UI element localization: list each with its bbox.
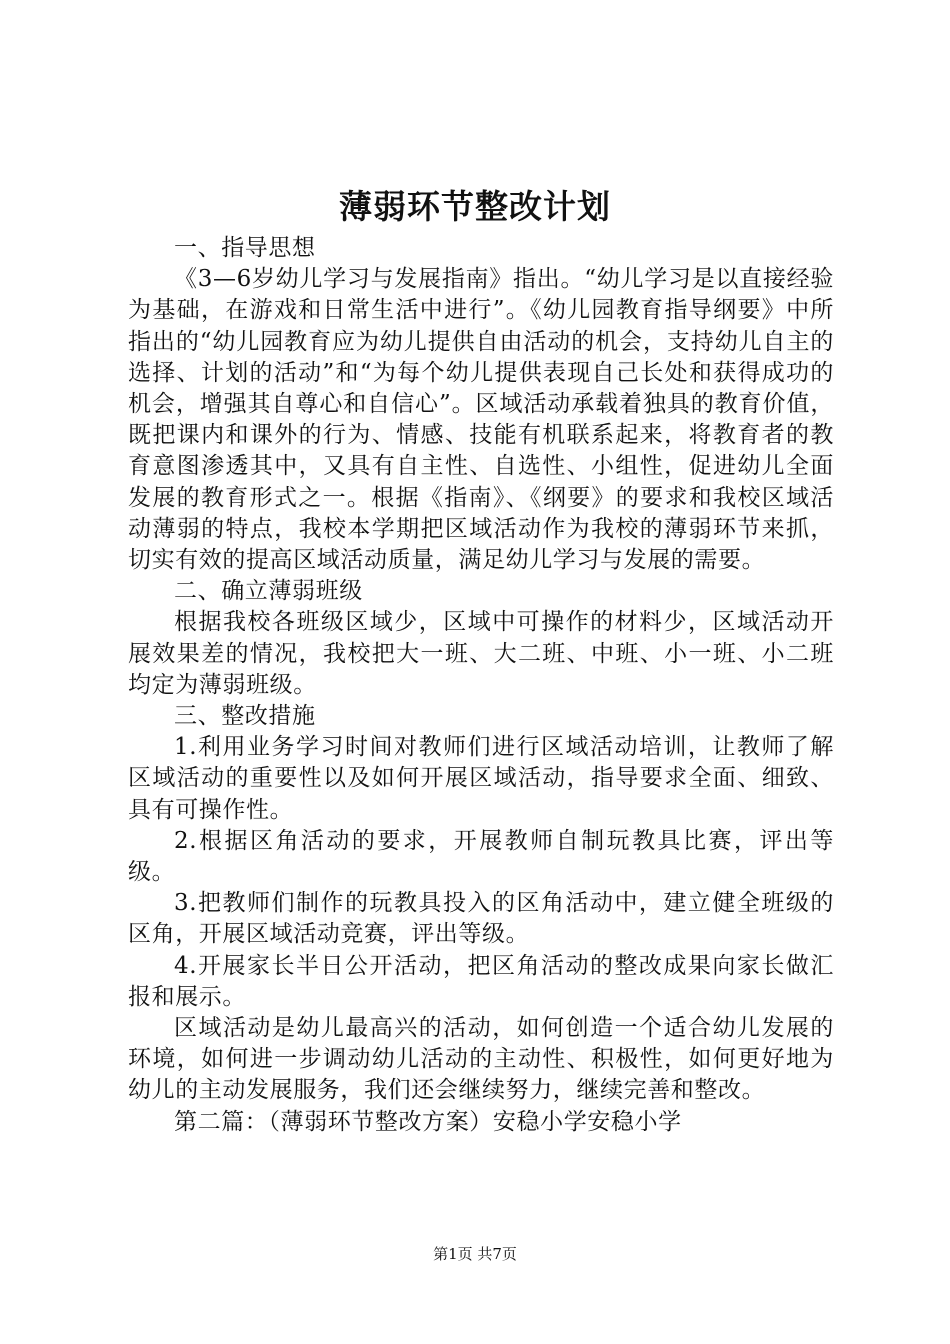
document-title: 薄弱环节整改计划 bbox=[339, 187, 611, 226]
section-heading-second-part: 第二篇：（薄弱环节整改方案）安稳小学安稳小学 bbox=[174, 1108, 682, 1135]
measure-item-3: 3.把教师们制作的玩教具投入的区角活动中，建立健全班级的区角，开展区域活动竞赛，评出等级。 bbox=[128, 890, 834, 948]
section-heading-measures: 三、整改措施 bbox=[174, 703, 316, 730]
measure-item-1: 1.利用业务学习时间对教师们进行区域活动培训，让教师了解区域活动的重要性以及如何开展区域活动，指导要求全面、细致、具有可操作性。 bbox=[128, 734, 834, 823]
paragraph-weak-classes: 根据我校各班级区域少，区域中可操作的材料少，区域活动开展效果差的情况，我校把大一班、大二班、中班、小一班、小二班均定为薄弱班级。 bbox=[128, 609, 834, 698]
measure-item-2: 2.根据区角活动的要求，开展教师自制玩教具比赛，评出等级。 bbox=[128, 827, 834, 886]
document-body bbox=[128, 233, 834, 1138]
section-heading-guiding-thought: 一、指导思想 bbox=[174, 235, 316, 261]
measure-item-4: 4.开展家长半日公开活动，把区角活动的整改成果向家长做汇报和展示。 bbox=[128, 952, 834, 1010]
paragraph-guiding-thought: 《3—6岁幼儿学习与发展指南》指出。“幼儿学习是以直接经验为基础，在游戏和日常生活中进行”。《幼儿园教育指导纲要》中所指出的“幼儿园教育应为幼儿提供自由活动的机会，支持幼儿自主的选择、计划的活动”和“为每个幼儿提供表现自己长处和获得成功的机会，增强其自尊心和自信心”。区域活动承载着独具的教育价值，既把课内和课外的行为、情感、技能有机联系起来，将教育者的教育意图渗透其中，又具有自主性、自选性、小组性，促进幼儿全面发展的教育形式之一。根据《指南》、《纲要》的要求和我校区域活动薄弱的特点，我校本学期把区域活动作为我校的薄弱环节来抓，切实有效的提高区域活动质量，满足幼儿学习与发展的需要。 bbox=[128, 266, 834, 574]
page-number-footer: 第1页 共7页 bbox=[433, 1245, 517, 1263]
paragraph-conclusion: 区域活动是幼儿最高兴的活动，如何创造一个适合幼儿发展的环境，如何进一步调动幼儿活动的主动性、积极性，如何更好地为幼儿的主动发展服务，我们还会继续努力，继续完善和整改。 bbox=[128, 1015, 834, 1104]
section-heading-weak-classes: 二、确立薄弱班级 bbox=[174, 578, 363, 605]
